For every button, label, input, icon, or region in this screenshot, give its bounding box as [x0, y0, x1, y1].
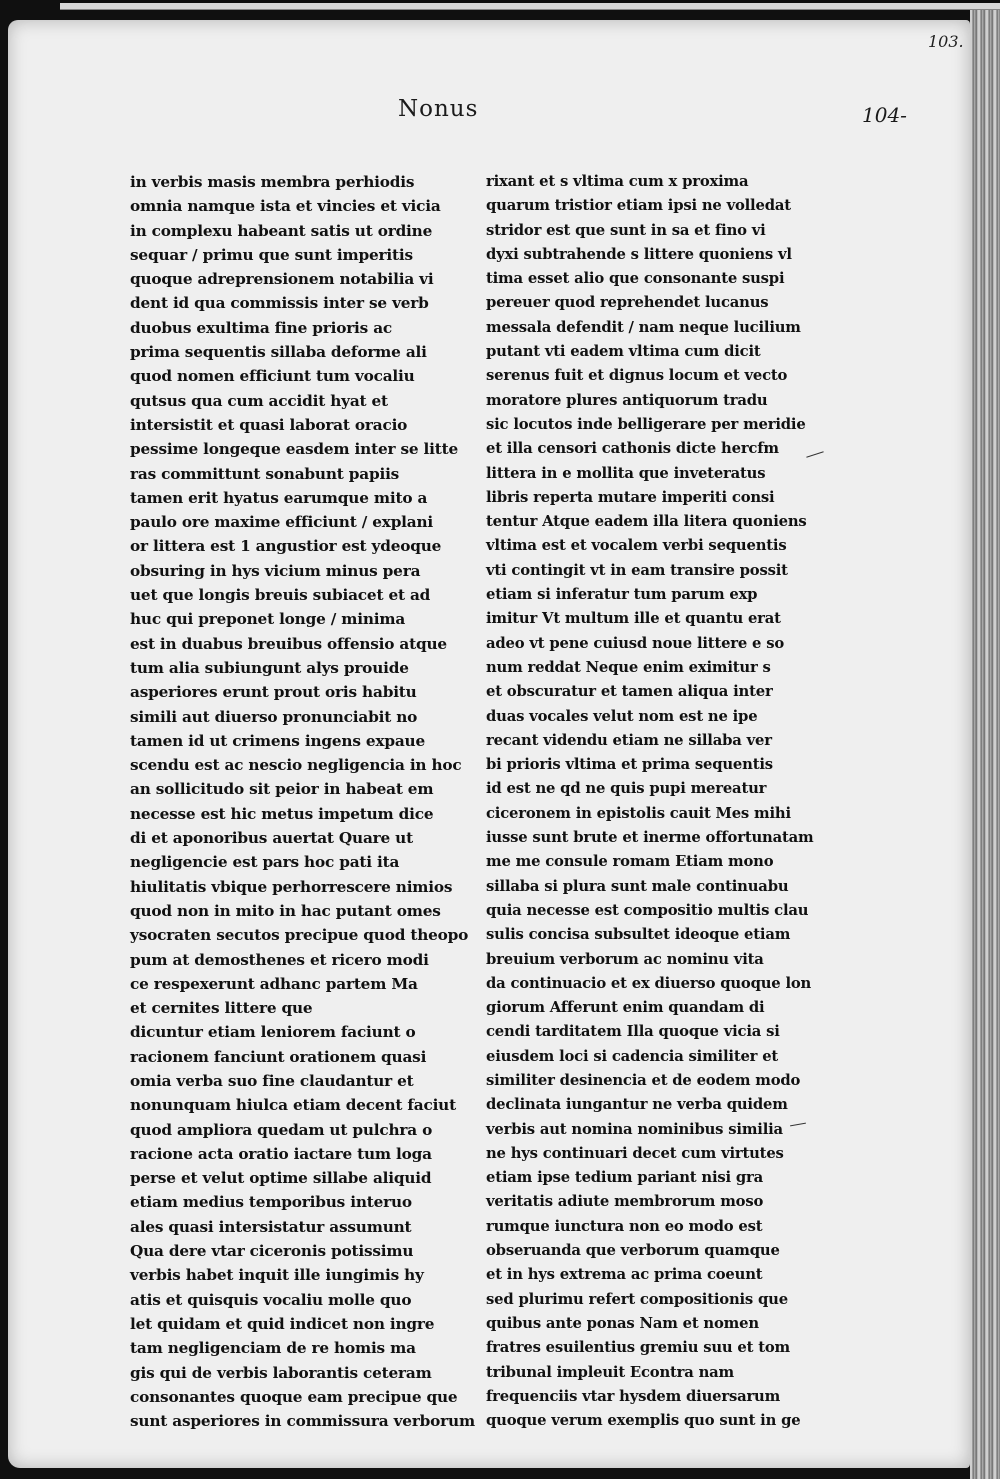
- page-edges-stack: [970, 10, 1000, 1479]
- text-line: frequenciis vtar hysdem diuersarum: [486, 1387, 781, 1405]
- text-line: rumque iunctura non eo modo est: [486, 1217, 763, 1235]
- text-line: declinata iungantur ne verba quidem: [486, 1096, 788, 1114]
- text-line: quod nomen efficiunt tum vocaliu: [130, 367, 415, 386]
- text-line: paulo ore maxime efficiunt / explani: [130, 513, 434, 532]
- text-line: nonunquam hiulca etiam decent faciut: [130, 1096, 456, 1115]
- text-line: eiusdem loci si cadencia similiter et: [486, 1047, 779, 1065]
- text-line: pum at demosthenes et ricero modi: [130, 950, 429, 969]
- text-line: ysocraten secutos precipue quod theopo: [130, 926, 469, 945]
- text-line: quod non in mito in hac putant omes: [130, 901, 441, 920]
- text-line: sulis concisa subsultet ideoque etiam: [486, 926, 791, 944]
- text-line: tamen erit hyatus earumque mito a: [130, 488, 428, 507]
- text-line: necesse est hic metus impetum dice: [130, 804, 434, 823]
- text-line: imitur Vt multum ille et quantu erat: [486, 610, 781, 628]
- text-line: quibus ante ponas Nam et nomen: [486, 1314, 759, 1332]
- text-line: duobus exultima fine prioris ac: [130, 318, 393, 337]
- text-line: num reddat Neque enim eximitur s: [486, 658, 771, 676]
- text-line: let quidam et quid indicet non ingre: [130, 1314, 435, 1333]
- text-line: gis qui de verbis laborantis ceteram: [130, 1363, 432, 1382]
- text-line: sequar / primu que sunt imperitis: [130, 245, 413, 264]
- text-line: perse et velut optime sillabe aliquid: [130, 1169, 432, 1188]
- text-line: obsuring in hys vicium minus pera: [130, 561, 421, 580]
- text-line: an sollicitudo sit peior in habeat em: [130, 780, 434, 799]
- text-line: bi prioris vltima et prima sequentis: [486, 756, 773, 774]
- text-line: tentur Atque eadem illa litera quoniens: [486, 513, 807, 531]
- text-line: in complexu habeant satis ut ordine: [130, 221, 433, 240]
- text-line: in verbis masis membra perhiodis: [130, 173, 415, 191]
- text-line: littera in e mollita que inveteratus: [486, 464, 766, 482]
- binding-edge: [60, 3, 1000, 10]
- text-line: duas vocales velut nom est ne ipe: [486, 707, 758, 725]
- text-line: racione acta oratio iactare tum loga: [130, 1144, 432, 1163]
- text-line: qutsus qua cum accidit hyat et: [130, 391, 388, 410]
- text-line: iusse sunt brute et inerme offortunatam: [486, 829, 814, 847]
- text-line: atis et quisquis vocaliu molle quo: [130, 1290, 412, 1309]
- text-line: quia necesse est compositio multis clau: [486, 901, 809, 919]
- text-line: et illa censori cathonis dicte hercfm: [486, 440, 779, 458]
- text-line: veritatis adiute membrorum moso: [486, 1193, 764, 1211]
- text-line: pereuer quod reprehendet lucanus: [486, 294, 769, 312]
- text-line: intersistit et quasi laborat oracio: [130, 415, 408, 434]
- text-line: rixant et s vltima cum x proxima: [486, 173, 749, 190]
- text-column-right: [486, 170, 814, 1433]
- text-line: quod ampliora quedam ut pulchra o: [130, 1120, 433, 1139]
- text-line: stridor est que sunt in sa et fino vi: [486, 221, 766, 239]
- text-line: et in hys extrema ac prima coeunt: [486, 1266, 763, 1284]
- text-line: omnia namque ista et vincies et vicia: [130, 197, 441, 216]
- text-line: prima sequentis sillaba deforme ali: [130, 343, 427, 362]
- folio-number-secondary: 104-: [862, 103, 907, 127]
- text-line: dyxi subtrahende s littere quoniens vl: [486, 245, 792, 263]
- text-line: scendu est ac nescio negligencia in hoc: [130, 756, 462, 775]
- text-line: tribunal impleuit Econtra nam: [486, 1363, 734, 1381]
- text-line: huc qui preponet longe / minima: [130, 610, 406, 629]
- text-line: libris reperta mutare imperiti consi: [486, 488, 775, 506]
- running-head: Nonus: [398, 96, 479, 122]
- text-line: di et aponoribus auertat Quare ut: [130, 829, 413, 848]
- text-line: vti contingit vt in eam transire possit: [486, 561, 788, 579]
- text-line: cendi tarditatem Illa quoque vicia si: [486, 1023, 780, 1041]
- text-line: quoque adreprensionem notabilia vi: [130, 270, 434, 289]
- text-line: dicuntur etiam leniorem faciunt o: [130, 1023, 416, 1042]
- text-line: uet que longis breuis subiacet et ad: [130, 586, 431, 605]
- text-line: dent id qua commissis inter se verb: [130, 294, 429, 313]
- text-line: adeo vt pene cuiusd noue littere e so: [486, 634, 785, 652]
- text-line: negligencie est pars hoc pati ita: [130, 853, 400, 872]
- text-line: moratore plures antiquorum tradu: [486, 391, 768, 409]
- text-line: messala defendit / nam neque lucilium: [486, 318, 801, 336]
- text-line: etiam medius temporibus interuo: [130, 1193, 412, 1212]
- text-line: sed plurimu refert compositionis que: [486, 1290, 788, 1308]
- text-line: similiter desinencia et de eodem modo: [486, 1071, 801, 1089]
- text-line: fratres esuilentius gremiu suu et tom: [486, 1339, 790, 1357]
- text-line: sic locutos inde belligerare per meridie: [486, 415, 806, 433]
- text-line: tum alia subiungunt alys prouide: [130, 658, 409, 677]
- text-line: vltima est et vocalem verbi sequentis: [486, 537, 787, 555]
- text-line: serenus fuit et dignus locum et vecto: [486, 367, 788, 385]
- text-line: recant videndu etiam ne sillaba ver: [486, 731, 772, 749]
- text-line: et obscuratur et tamen aliqua inter: [486, 683, 773, 701]
- text-line: est in duabus breuibus offensio atque: [130, 634, 447, 653]
- text-line: hiulitatis vbique perhorrescere nimios: [130, 877, 453, 896]
- text-line: obseruanda que verborum quamque: [486, 1242, 780, 1260]
- text-line: ce respexerunt adhanc partem Ma: [130, 974, 418, 993]
- text-line: giorum Afferunt enim quandam di: [486, 999, 765, 1017]
- folio-number: 103.: [928, 32, 964, 51]
- text-line: racionem fanciunt orationem quasi: [130, 1047, 427, 1066]
- text-line: breuium verborum ac nominu vita: [486, 950, 764, 968]
- text-line: consonantes quoque eam precipue que: [130, 1387, 458, 1406]
- text-line: ciceronem in epistolis cauit Mes mihi: [486, 804, 791, 822]
- text-line: quarum tristior etiam ipsi ne volledat: [486, 197, 791, 215]
- text-line: tam negligenciam de re homis ma: [130, 1339, 416, 1358]
- text-line: ales quasi intersistatur assumunt: [130, 1217, 412, 1236]
- text-line: sillaba si plura sunt male continuabu: [486, 877, 789, 895]
- text-line: me me consule romam Etiam mono: [486, 853, 774, 871]
- text-line: verbis aut nomina nominibus similia: [486, 1120, 783, 1138]
- text-line: asperiores erunt prout oris habitu: [130, 683, 417, 702]
- text-line: sunt asperiores in commissura verborum: [130, 1412, 475, 1431]
- text-line: etiam si inferatur tum parum exp: [486, 586, 758, 604]
- text-line: etiam ipse tedium pariant nisi gra: [486, 1169, 764, 1187]
- text-line: Qua dere vtar ciceronis potissimu: [130, 1242, 414, 1261]
- text-line: simili aut diuerso pronunciabit no: [130, 707, 418, 726]
- text-line: quoque verum exemplis quo sunt in ge: [486, 1412, 801, 1430]
- text-line: id est ne qd ne quis pupi mereatur: [486, 780, 767, 798]
- text-line: putant vti eadem vltima cum dicit: [486, 343, 761, 361]
- text-line: pessime longeque easdem inter se litte: [130, 440, 459, 459]
- text-line: et cernites littere que: [130, 999, 313, 1018]
- text-line: or littera est 1 angustior est ydeoque: [130, 537, 442, 556]
- text-column-left: [130, 170, 475, 1433]
- text-line: tamen id ut crimens ingens expaue: [130, 731, 425, 750]
- text-line: ras committunt sonabunt papiis: [130, 464, 400, 483]
- text-line: ne hys continuari decet cum virtutes: [486, 1144, 784, 1162]
- text-line: verbis habet inquit ille iungimis hy: [130, 1266, 424, 1285]
- text-line: omia verba suo fine claudantur et: [130, 1071, 414, 1090]
- text-line: da continuacio et ex diuerso quoque lon: [486, 974, 812, 992]
- text-line: tima esset alio que consonante suspi: [486, 270, 785, 288]
